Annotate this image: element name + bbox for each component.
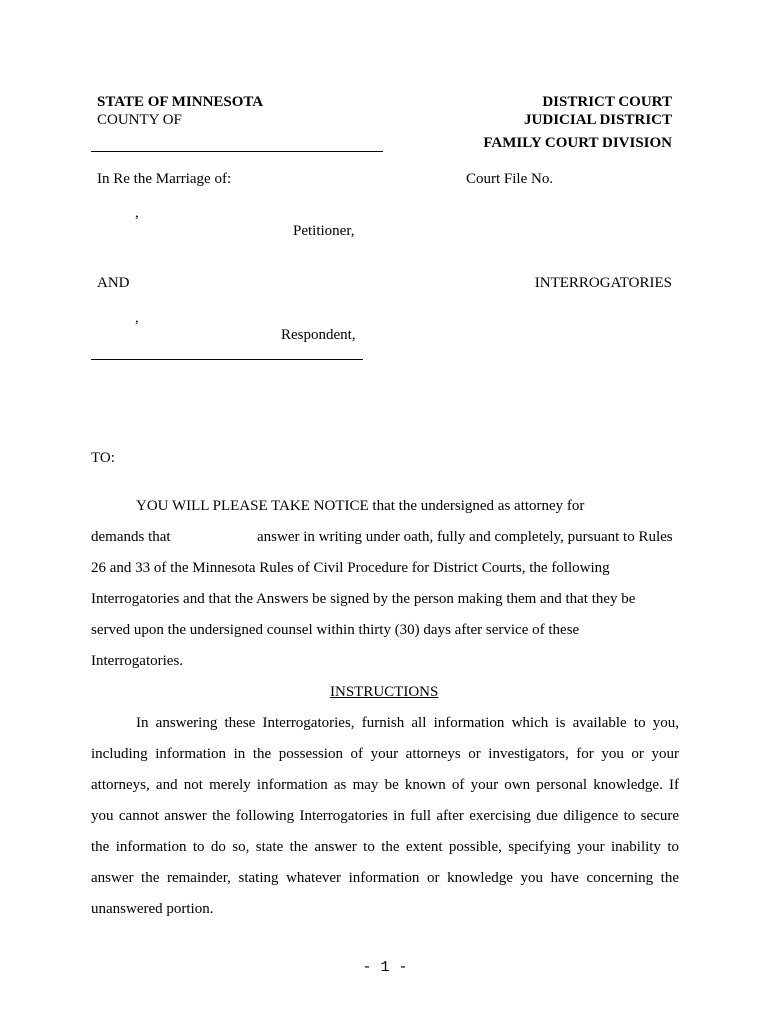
notice-line-6: Interrogatories. <box>91 653 184 669</box>
and-label: AND <box>97 275 130 291</box>
notice-line-4: Interrogatories and that the Answers be signed by the person making them and that they be <box>91 591 636 607</box>
instructions-heading: INSTRUCTIONS <box>330 684 439 700</box>
state-heading: STATE OF MINNESOTA <box>97 94 264 110</box>
respondent-name-blank: , <box>135 310 139 326</box>
instructions-line: answer the remainder, stating whatever information or knowledge you have concerning the <box>91 870 679 886</box>
instructions-line: including information in the possession of your attorneys or investigators, for you or your <box>91 746 679 762</box>
instructions-line: unanswered portion. <box>91 901 214 917</box>
to-label: TO: <box>91 450 115 466</box>
court-file-label: Court File No. <box>466 171 554 187</box>
notice-line-1: YOU WILL PLEASE TAKE NOTICE that the undersigned as attorney for <box>136 498 585 514</box>
county-label: COUNTY OF <box>97 112 182 128</box>
instructions-line: you cannot answer the following Interrogatories in full after exercising due diligence to secure <box>91 808 679 824</box>
notice-line-2b: answer in writing under oath, fully and completely, pursuant to Rules <box>257 529 673 545</box>
district-heading: JUDICIAL DISTRICT <box>524 112 672 128</box>
court-heading: DISTRICT COURT <box>542 94 672 110</box>
instructions-line: In answering these Interrogatories, furnish all information which is available to you, <box>136 715 679 731</box>
petitioner-label: Petitioner, <box>293 223 355 239</box>
header-divider <box>91 151 383 152</box>
caption-divider <box>91 359 363 360</box>
instructions-line: the information to do so, state the answer to the extent possible, specifying your inability to <box>91 839 679 855</box>
document-title: INTERROGATORIES <box>534 275 672 291</box>
marriage-label: In Re the Marriage of: <box>97 171 232 187</box>
page-number: - 1 - <box>362 959 408 976</box>
notice-line-5: served upon the undersigned counsel within thirty (30) days after service of these <box>91 622 580 638</box>
instructions-line: attorneys, and not merely information as may be known of your own personal knowledge. If <box>91 777 679 793</box>
notice-line-2a: demands that <box>91 529 171 545</box>
notice-line-3: 26 and 33 of the Minnesota Rules of Civil Procedure for District Courts, the following <box>91 560 610 576</box>
division-heading: FAMILY COURT DIVISION <box>483 135 672 151</box>
respondent-label: Respondent, <box>281 327 356 343</box>
petitioner-name-blank: , <box>135 205 139 221</box>
